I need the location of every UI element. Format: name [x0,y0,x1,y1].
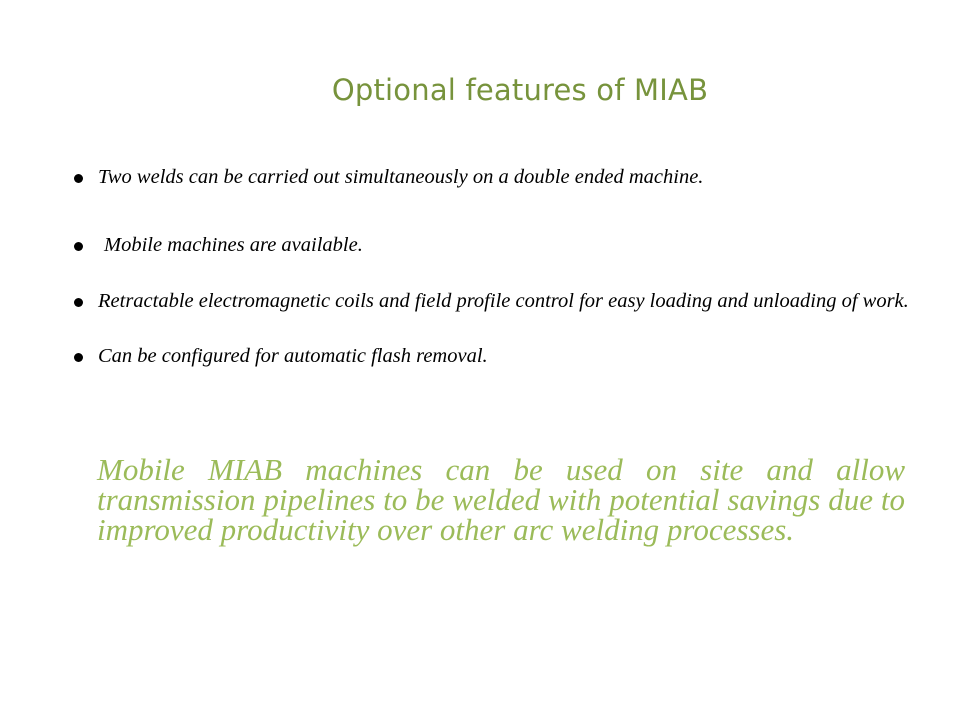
bullet-text: Two welds can be carried out simultaneously on a double ended machine. [98,166,704,188]
bullet-dot-icon [74,298,83,307]
bullet-list [74,166,914,368]
summary-paragraph: Mobile MIAB machines can be used on site and allow transmission pipelines to be welded with potential savings due to improved productivity over other arc welding processes. [97,452,905,547]
bullet-text: Mobile machines are available. [104,234,363,256]
bullet-item [74,166,914,189]
bullet-dot-icon [74,174,83,183]
bullet-dot-icon [74,242,83,251]
bullet-item [74,234,914,257]
slide-title: Optional features of MIAB [331,73,709,107]
bullet-text: Can be configured for automatic flash removal. [98,345,488,367]
bullet-item [74,290,914,313]
bullet-item [74,345,914,368]
bullet-dot-icon [74,353,83,362]
bullet-text: Retractable electromagnetic coils and field profile control for easy loading and unloading of work. [98,290,909,312]
